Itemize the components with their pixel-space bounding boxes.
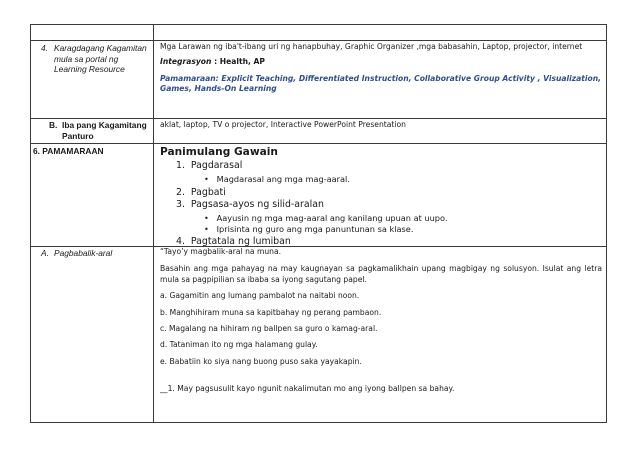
sub-list-item: • Iprisinta ng guro ang mga panuntunan sa klase. (204, 223, 414, 234)
table-rule (30, 143, 607, 144)
table-border-top (30, 24, 607, 25)
choice-item: a. Gagamitin ang lumang pambalot na naitabi noon. (160, 291, 360, 301)
row-content-pagbabalik-aral (160, 247, 602, 395)
list-item: 4. Pagtatala ng lumiban (176, 235, 291, 247)
row-label-iba-pang-kagamitan (37, 120, 151, 141)
row-content-iba-pang-kagamitan: aklat, laptop, TV o projector, Interactive PowerPoint Presentation (160, 120, 406, 129)
row-label-text: Pagbabalik-aral (54, 248, 113, 258)
intro-line: “Tayo’y magbalik-aral na muna. (160, 247, 282, 256)
row-label-pagbabalik-aral (37, 248, 151, 259)
choice-item: d. Tataniman ito ng mga halamang gulay. (160, 340, 318, 350)
sub-list-item: • Aayusin ng mga mag-aaral ang kanilang upuan at uupo. (204, 212, 448, 223)
table-border-left (30, 24, 31, 423)
row-number: 4. (41, 43, 48, 53)
choice-item: e. Babatiin ko siya nang buong puso saka yayakapin. (160, 356, 362, 366)
pamamaraan-strategies: Pamamaraan: Explicit Teaching, Differentiated Instruction, Collaborative Group Activity , Visualization, Games, Hands-On Learning (160, 73, 602, 94)
sub-list-item: • Magdarasal ang mga mag-aaral. (204, 173, 350, 184)
table-rule (30, 40, 607, 41)
list-item: 1. Pagdarasal (176, 160, 243, 171)
choice-item: b. Manghihiram muna sa kapitbahay ng perang pambaon. (160, 307, 382, 317)
row-label-text: Karagdagang Kagamitan mula sa portal ng Learning Resource (54, 43, 147, 75)
table-column-divider (153, 24, 154, 423)
panimulang-gawain-heading: Panimulang Gawain (160, 146, 278, 158)
integrasyon-value: : Health, AP (211, 57, 265, 67)
integrasyon-line (160, 57, 602, 67)
table-border-bottom (30, 422, 607, 423)
row-label-pamamaraan: 6. PAMAMARAAN (33, 146, 104, 156)
row-label-text: Iba pang Kagamitang Panturo (62, 120, 147, 141)
row-number: A. (41, 248, 49, 258)
list-item: 2. Pagbati (176, 186, 226, 198)
choice-item: c. Magalang na hihiram ng ballpen sa guro o kamag-aral. (160, 324, 378, 334)
table-rule (30, 118, 607, 119)
row-content-pamamaraan (160, 146, 602, 248)
row-number: B. (49, 120, 58, 130)
materials-text: Mga Larawan ng iba't-ibang uri ng hanapbuhay, Graphic Organizer ,mga babasahin, Laptop, projector, internet (160, 42, 583, 51)
instructions-text: Basahin ang mga pahayag na may kaugnayan sa pagkamalikhain upang magbigay ng solusyon. Isulat ang letra mula sa pagpipilian sa ibaba sa iyong sagutang papel. (160, 264, 602, 284)
integrasyon-label: Integrasyon (160, 57, 212, 67)
row-content-karagdagang-kagamitan (160, 42, 602, 95)
table-border-right (606, 24, 607, 423)
question-item: __1. May pagsusulit kayo ngunit nakalimutan mo ang iyong ballpen sa bahay. (160, 384, 455, 394)
row-label-karagdagang-kagamitan (37, 43, 151, 75)
list-item: 3. Pagsasa-ayos ng silid-aralan (176, 199, 324, 210)
